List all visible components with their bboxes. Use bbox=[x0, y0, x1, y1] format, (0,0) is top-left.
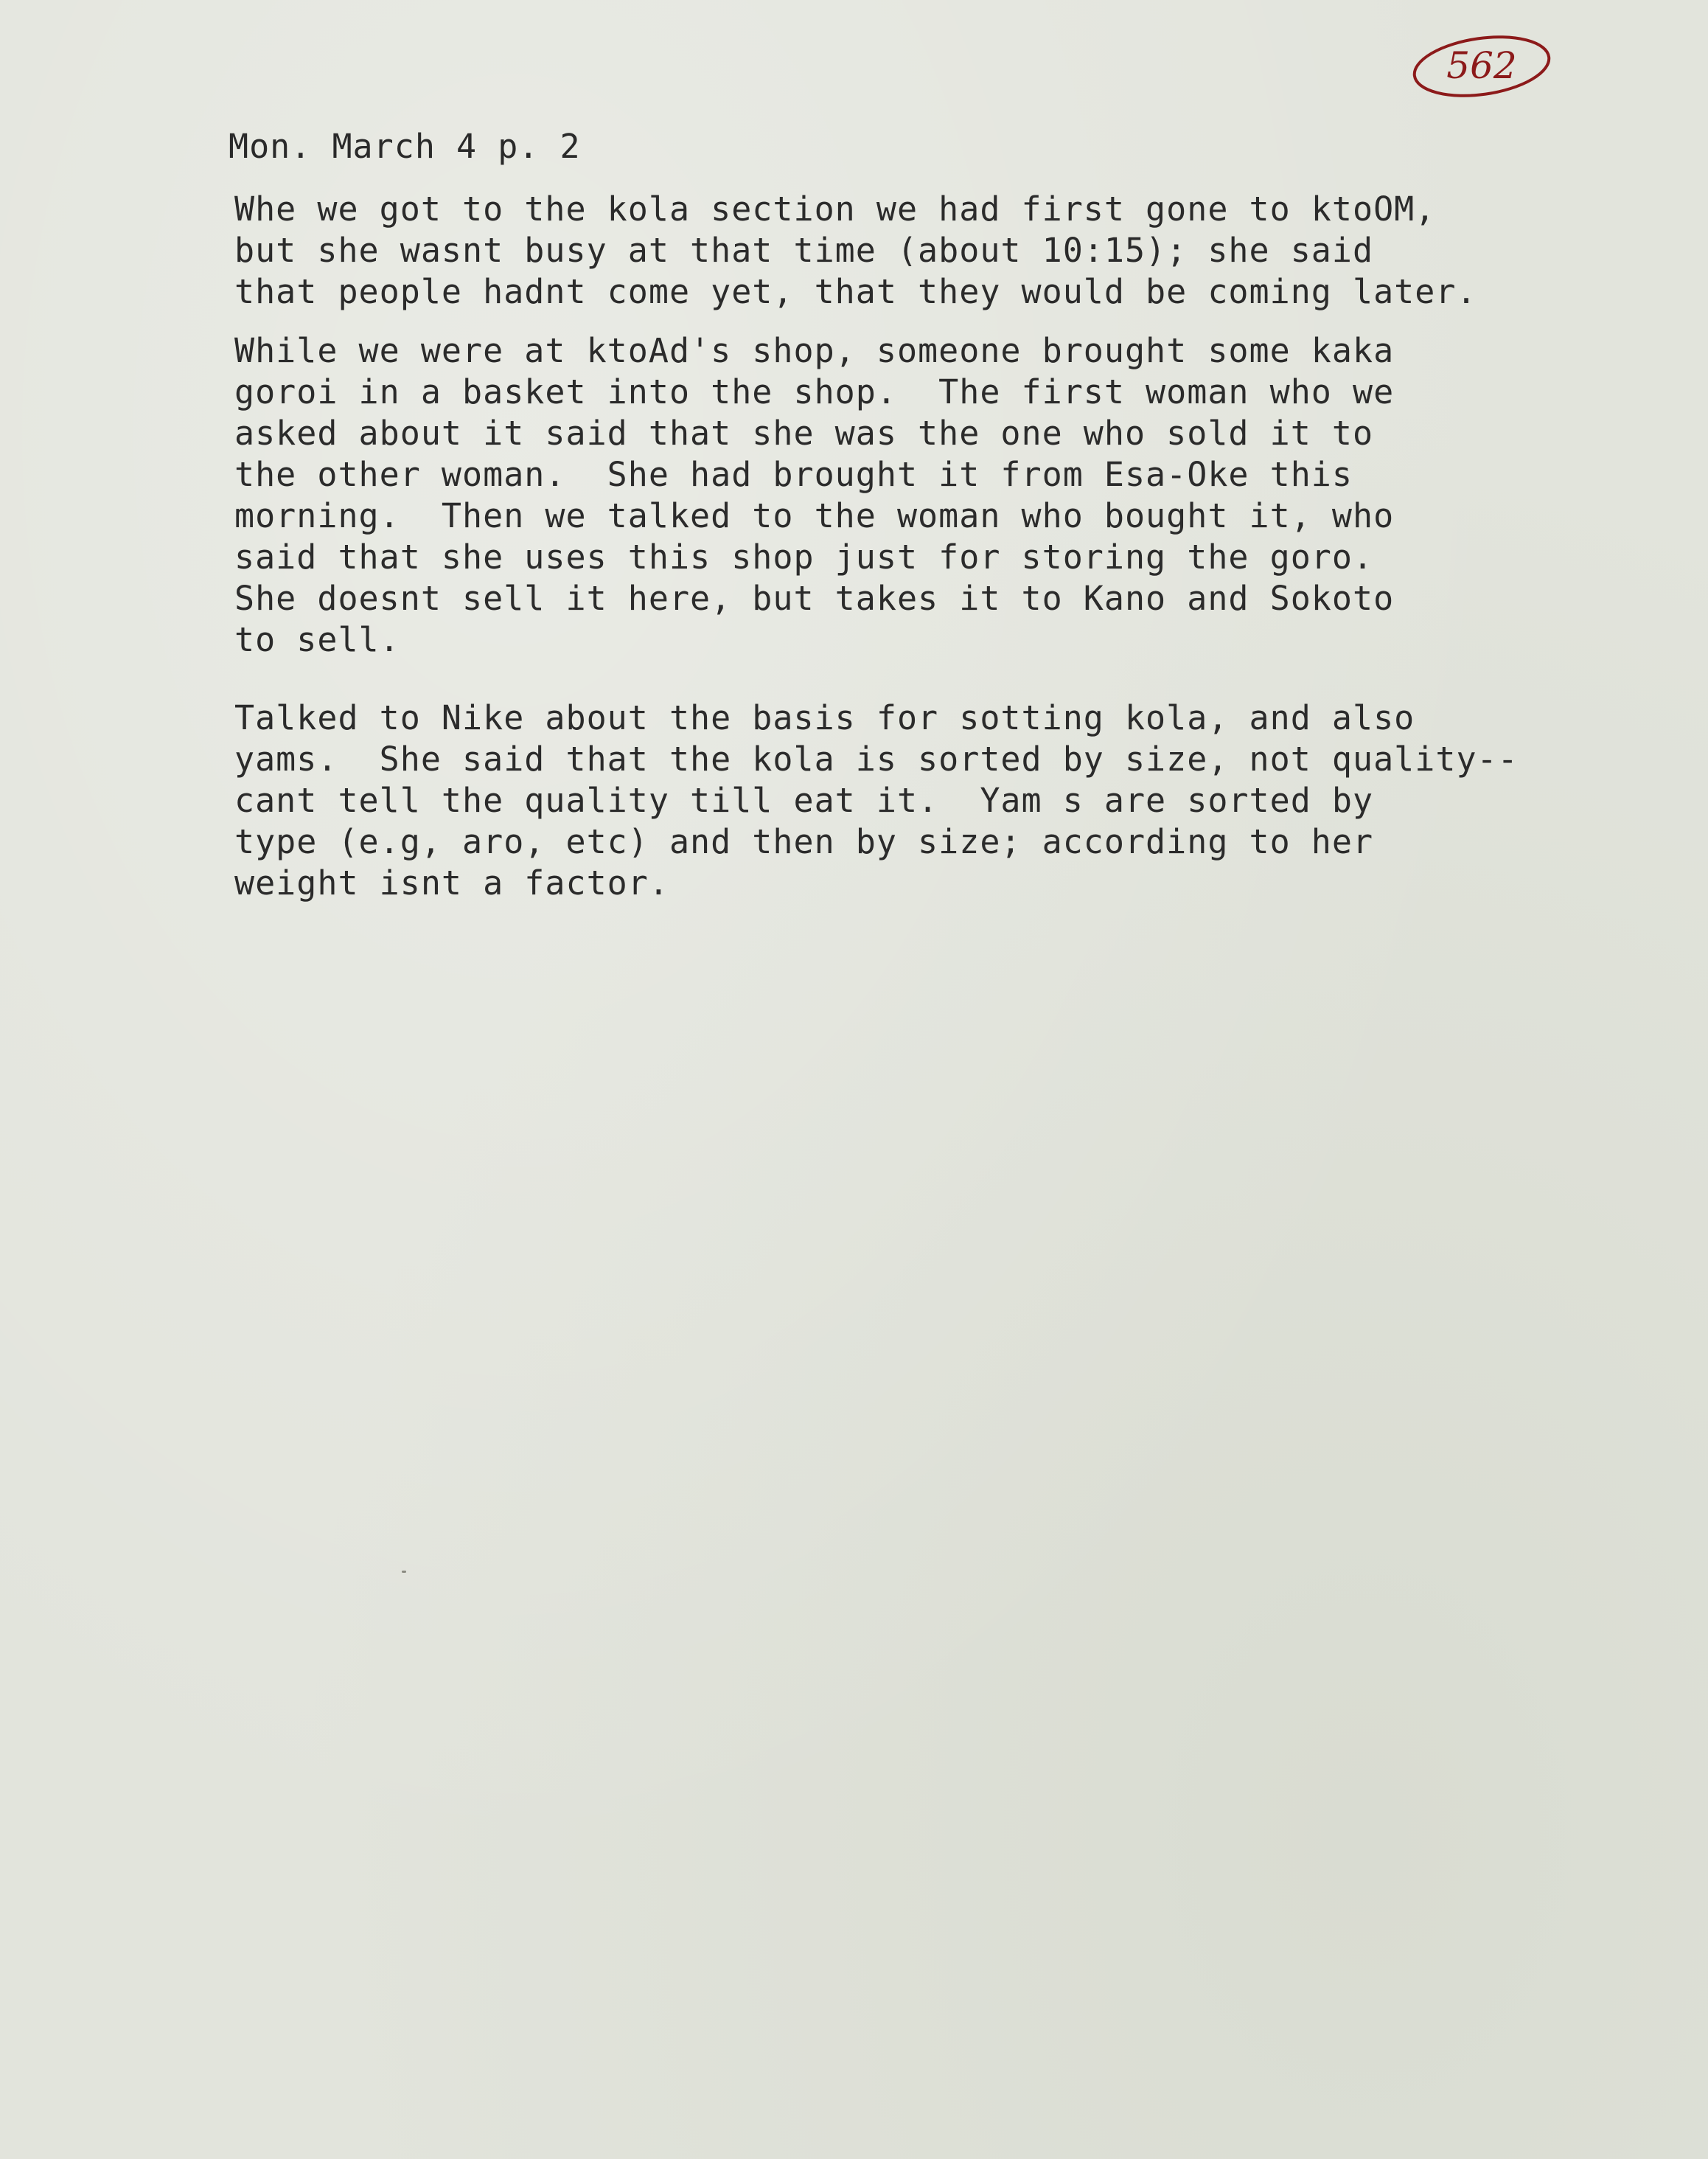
paragraph-3 bbox=[234, 698, 1519, 904]
text-line: but she wasnt busy at that time (about 10:15); she said bbox=[234, 231, 1374, 270]
text-line: said that she uses this shop just for storing the goro. bbox=[234, 538, 1374, 577]
text-line: to sell. bbox=[234, 620, 400, 659]
text-line: the other woman. She had brought it from Esa-Oke this bbox=[234, 455, 1353, 494]
text-line: that people hadnt come yet, that they would be coming later. bbox=[234, 272, 1477, 311]
page-number-text: 562 bbox=[1446, 44, 1517, 87]
paragraph-1 bbox=[234, 189, 1477, 313]
text-line: morning. Then we talked to the woman who bought it, who bbox=[234, 496, 1395, 535]
page-header: Mon. March 4 p. 2 bbox=[229, 127, 581, 166]
paragraph-2 bbox=[234, 330, 1394, 661]
text-line: weight isnt a factor. bbox=[234, 863, 669, 903]
text-line: type (e.g, aro, etc) and then by size; according to her bbox=[234, 822, 1374, 861]
text-line: yams. She said that the kola is sorted by size, not quality-- bbox=[234, 740, 1519, 779]
text-line: goroi in a basket into the shop. The first woman who we bbox=[234, 372, 1395, 411]
paper-speck bbox=[402, 1571, 406, 1573]
text-line: Whe we got to the kola section we had first gone to ktoOM, bbox=[234, 190, 1436, 229]
circled-number-mark bbox=[1408, 29, 1555, 111]
text-line: While we were at ktoAd's shop, someone brought some kaka bbox=[234, 331, 1395, 370]
text-line: She doesnt sell it here, but takes it to Kano and Sokoto bbox=[234, 579, 1395, 618]
text-line: cant tell the quality till eat it. Yam s are sorted by bbox=[234, 781, 1374, 820]
handwritten-page-number bbox=[1408, 29, 1555, 111]
text-line: asked about it said that she was the one who sold it to bbox=[234, 414, 1374, 453]
text-line: Talked to Nike about the basis for sotting kola, and also bbox=[234, 698, 1415, 737]
